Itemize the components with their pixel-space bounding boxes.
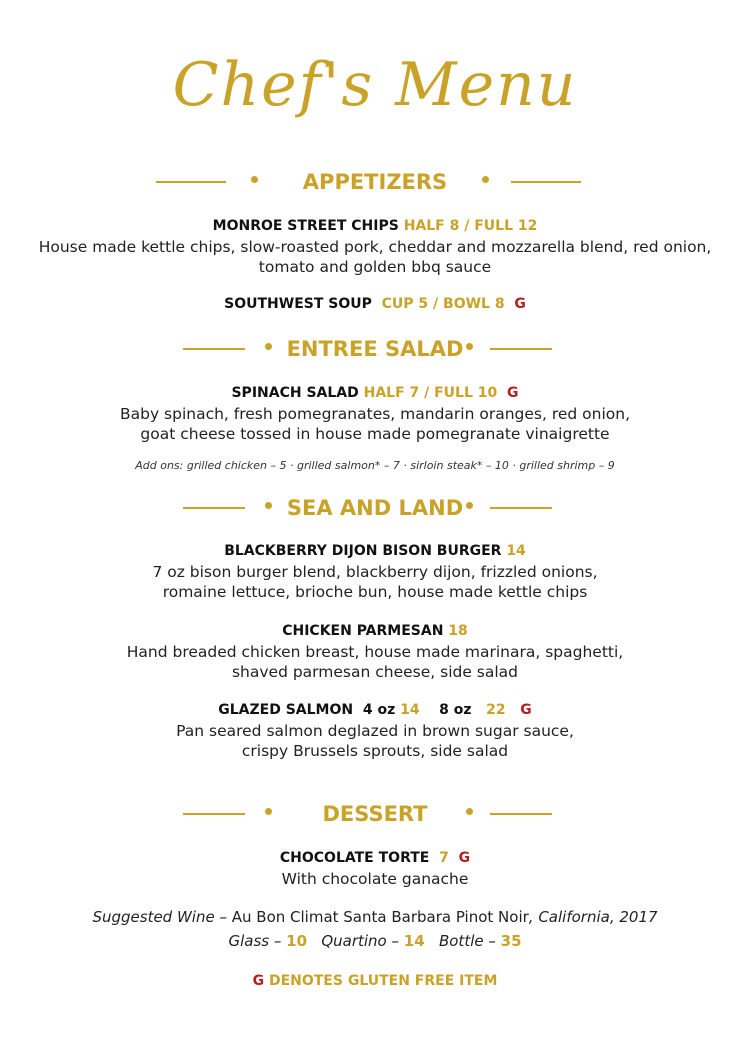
- divider-dot: [482, 176, 489, 183]
- menu-item-spinach-salad: [0, 382, 750, 444]
- gluten-free-marker: G: [252, 973, 265, 989]
- gluten-free-marker: G: [520, 702, 532, 718]
- divider-dot: [466, 343, 473, 350]
- glass-label: Glass –: [228, 932, 287, 950]
- divider-dot: [466, 808, 473, 815]
- wine-origin: , California, 2017: [528, 908, 658, 926]
- item-price: 18: [448, 623, 468, 639]
- section-header-entree-salad: [0, 334, 750, 364]
- item-description: tomato and golden bbq sauce: [258, 258, 492, 276]
- section-title: SEA AND LAND: [286, 496, 464, 520]
- glass-price: 10: [286, 932, 308, 950]
- item-description: shaved parmesan cheese, side salad: [231, 663, 519, 681]
- divider-rule: [490, 813, 552, 815]
- gluten-free-marker: G: [514, 296, 526, 312]
- item-price: CUP 5 / BOWL 8: [381, 296, 505, 312]
- section-header-dessert: [0, 799, 750, 829]
- menu-item-bison-burger: [0, 540, 750, 602]
- item-description: Hand breaded chicken breast, house made marinara, spaghetti,: [126, 643, 624, 661]
- item-name: CHOCOLATE TORTE: [279, 850, 430, 866]
- divider-rule: [511, 181, 581, 183]
- item-description: House made kettle chips, slow-roasted pork, cheddar and mozzarella blend, red onion,: [38, 238, 712, 256]
- item-price: 22: [486, 702, 506, 718]
- menu-item-chicken-parmesan: [0, 620, 750, 682]
- divider-dot: [466, 502, 473, 509]
- item-name: SPINACH SALAD: [231, 385, 359, 401]
- item-price: 14: [506, 543, 526, 559]
- divider-rule: [490, 348, 552, 350]
- item-description: goat cheese tossed in house made pomegranate vinaigrette: [140, 425, 610, 443]
- quartino-price: 14: [403, 932, 425, 950]
- menu-item-southwest-soup: [0, 293, 750, 315]
- item-size: 8 oz: [439, 702, 472, 718]
- item-description: crispy Brussels sprouts, side salad: [241, 742, 509, 760]
- item-name: CHICKEN PARMESAN: [282, 623, 444, 639]
- gluten-free-legend: [0, 970, 750, 992]
- item-name: SOUTHWEST SOUP: [224, 296, 372, 312]
- gluten-free-marker: G: [458, 850, 471, 866]
- menu-title: Chef's Menu: [172, 50, 578, 120]
- item-price: 7: [439, 850, 449, 866]
- wine-lead: Suggested Wine –: [92, 908, 232, 926]
- item-description: With chocolate ganache: [281, 870, 469, 888]
- divider-rule: [490, 507, 552, 509]
- item-description: romaine lettuce, brioche bun, house made kettle chips: [162, 583, 588, 601]
- item-size: 4 oz: [362, 702, 396, 718]
- item-name: MONROE STREET CHIPS: [212, 218, 399, 234]
- section-header-sea-and-land: [0, 493, 750, 523]
- legend-text: DENOTES GLUTEN FREE ITEM: [268, 973, 498, 989]
- item-description: 7 oz bison burger blend, blackberry dijon, frizzled onions,: [152, 563, 598, 581]
- item-price: 14: [400, 702, 420, 718]
- menu-item-glazed-salmon: [0, 699, 750, 761]
- suggested-wine: [0, 905, 750, 953]
- gluten-free-marker: G: [507, 385, 519, 401]
- item-price: HALF 8 / FULL 12: [403, 218, 538, 234]
- bottle-label: Bottle –: [438, 932, 501, 950]
- bottle-price: 35: [500, 932, 522, 950]
- item-description: Baby spinach, fresh pomegranates, mandarin oranges, red onion,: [119, 405, 631, 423]
- item-name: GLAZED SALMON: [218, 702, 354, 718]
- wine-name: Au Bon Climat Santa Barbara Pinot Noir: [231, 908, 529, 926]
- item-name: BLACKBERRY DIJON BISON BURGER: [224, 543, 502, 559]
- salad-add-ons: Add ons: grilled chicken – 5 · grilled salmon* – 7 · sirloin steak* – 10 · grilled shrimp – 9: [135, 459, 615, 472]
- section-header-appetizers: [0, 167, 750, 197]
- item-description: Pan seared salmon deglazed in brown sugar sauce,: [176, 722, 574, 740]
- section-title: APPETIZERS: [302, 170, 448, 194]
- quartino-label: Quartino –: [321, 932, 404, 950]
- menu-item-chocolate-torte: [0, 847, 750, 889]
- menu-item-monroe-street-chips: [0, 215, 750, 277]
- section-title: DESSERT: [322, 802, 428, 826]
- section-title: ENTREE SALAD: [286, 337, 464, 361]
- item-price: HALF 7 / FULL 10: [363, 385, 498, 401]
